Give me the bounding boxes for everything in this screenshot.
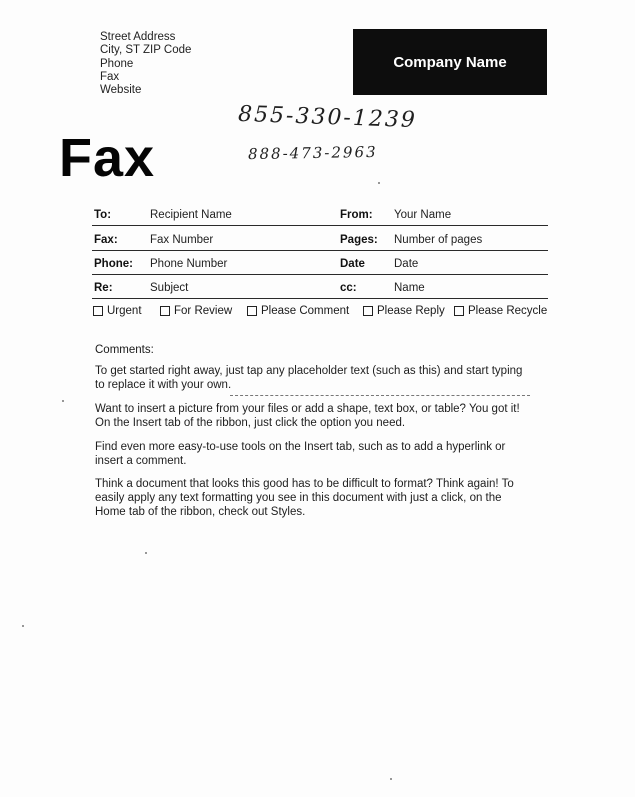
checkbox-icon — [363, 306, 373, 316]
sender-name: Your Name — [394, 209, 452, 221]
checkbox-label: Please Recycle — [468, 305, 548, 317]
field-row-phone — [92, 250, 548, 275]
field-row-re — [92, 274, 548, 299]
checkbox-label: Urgent — [107, 305, 142, 317]
from-label: From: — [340, 209, 373, 221]
subject: Subject — [150, 282, 189, 294]
comment-paragraph-1: To get started right away, just tap any placeholder text (such as this) and start typing to replace it with your own. — [95, 365, 523, 391]
scan-speck — [390, 778, 392, 780]
comments-label: Comments: — [95, 344, 154, 356]
sender-website: Website — [100, 84, 142, 97]
checkbox-icon — [247, 306, 257, 316]
number-of-pages: Number of pages — [394, 234, 483, 246]
checkbox-please-recycle[interactable] — [454, 305, 547, 317]
date-label: Date — [340, 258, 365, 270]
sender-address-block — [100, 31, 191, 97]
scan-artifact-line — [230, 395, 530, 396]
checkbox-label: Please Reply — [377, 305, 445, 317]
checkbox-icon — [160, 306, 170, 316]
date-value: Date — [394, 258, 419, 270]
scan-speck — [145, 552, 147, 554]
comment-paragraph-3: Find even more easy-to-use tools on the Insert tab, such as to add a hyperlink or insert a comment. — [95, 441, 506, 467]
field-row-to — [92, 201, 548, 226]
street-address: Street Address — [100, 31, 176, 43]
handwritten-number-2: 888-473-2963 — [247, 142, 378, 164]
cc-name: Name — [394, 282, 425, 294]
re-label: Re: — [94, 282, 113, 294]
checkbox-icon — [93, 306, 103, 316]
fax-label: Fax: — [94, 234, 118, 246]
page-title: Fax — [59, 128, 156, 188]
company-name: Company Name — [393, 53, 507, 71]
sender-fax: Fax — [100, 70, 120, 83]
cc-label: cc: — [340, 282, 357, 294]
handwritten-number-1: 855-330-1239 — [237, 101, 418, 134]
scan-speck — [378, 182, 380, 184]
field-row-fax — [92, 226, 548, 251]
company-name-banner — [353, 29, 547, 95]
to-label: To: — [94, 209, 112, 221]
phone-label: Phone: — [94, 258, 133, 270]
scan-speck — [62, 400, 64, 402]
checkbox-please-comment[interactable] — [247, 305, 349, 317]
fax-number: Fax Number — [150, 234, 214, 246]
comment-paragraph-2: Want to insert a picture from your files or add a shape, text box, or table? You got it! On the Insert tab of the ribbon, just click the option you need. — [95, 403, 520, 429]
pages-label: Pages: — [340, 234, 378, 246]
comment-paragraph-4: Think a document that looks this good has to be difficult to format? Think again! To easily apply any text formatting you see in this document with just a click, on the Home tab of the ribbon, check out Styles. — [95, 478, 514, 518]
checkbox-icon — [454, 306, 464, 316]
city-state-zip: City, ST ZIP Code — [100, 44, 192, 57]
checkbox-urgent[interactable] — [93, 305, 142, 317]
scan-speck — [22, 625, 24, 627]
checkbox-label: For Review — [174, 305, 233, 317]
checkbox-please-reply[interactable] — [363, 305, 445, 317]
recipient-name: Recipient Name — [150, 209, 232, 221]
checkbox-label: Please Comment — [261, 305, 350, 317]
sender-phone: Phone — [100, 57, 134, 70]
checkbox-for-review[interactable] — [160, 305, 232, 317]
phone-number: Phone Number — [150, 258, 228, 270]
